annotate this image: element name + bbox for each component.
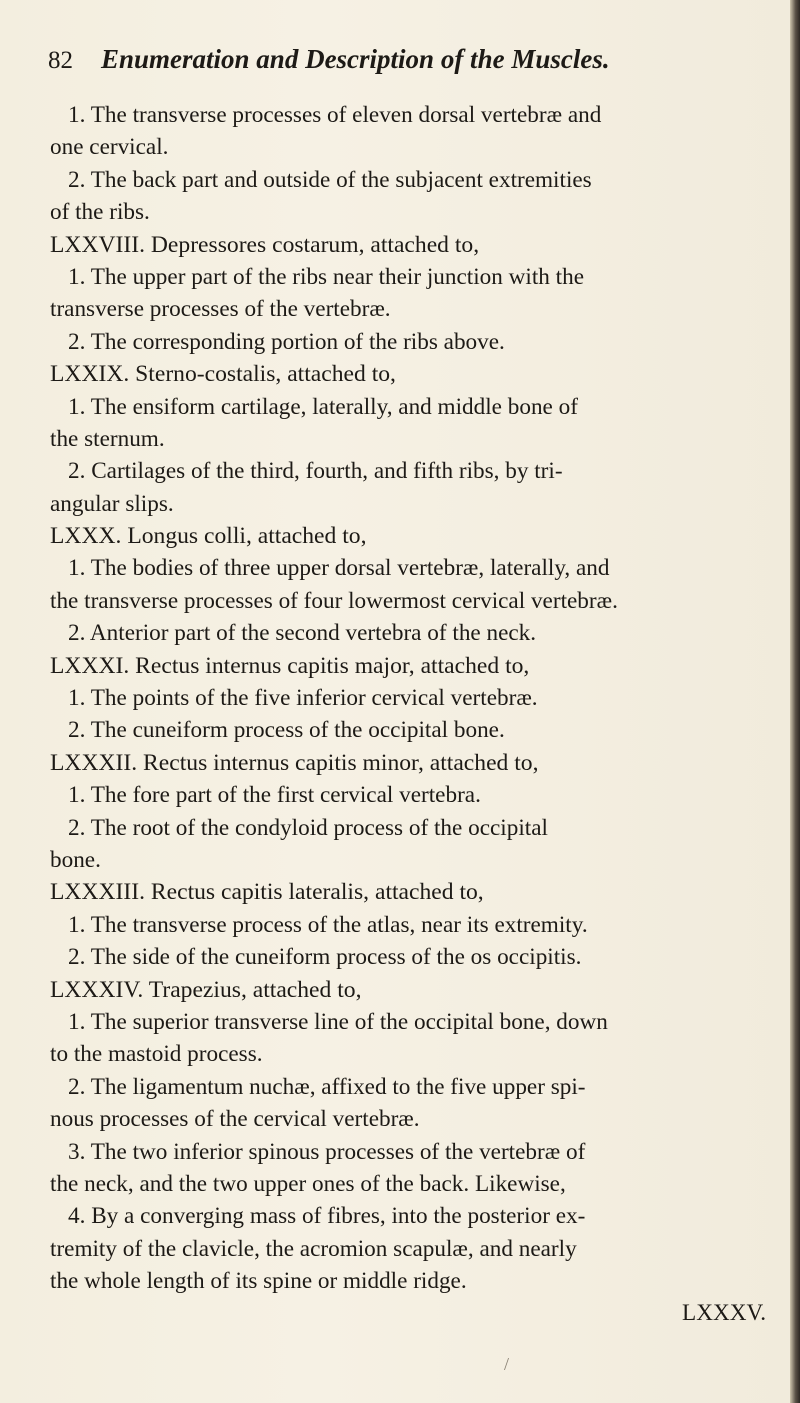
text-line: the whole length of its spine or middle ridge.	[50, 1268, 467, 1295]
section-heading: LXXIX. Sterno-costalis, attached to,	[50, 361, 396, 388]
text-line: angular slips.	[50, 490, 174, 517]
catchword: LXXXV.	[682, 1300, 766, 1327]
text-line: 1. The transverse processes of eleven dorsal vertebræ and	[68, 102, 602, 128]
text-line: 1. The fore part of the first cervical vertebra.	[68, 782, 481, 809]
body-text	[50, 99, 768, 1330]
text-line: transverse processes of the vertebræ.	[50, 296, 391, 323]
section-heading: LXXX. Longus colli, attached to,	[50, 523, 367, 550]
stray-mark: /	[504, 1354, 510, 1374]
text-line: to the mastoid process.	[50, 1041, 263, 1068]
text-line: 2. The corresponding portion of the ribs above.	[68, 328, 505, 355]
page-number: 82	[48, 47, 73, 74]
text-line: nous processes of the cervical vertebræ.	[50, 1106, 420, 1133]
text-line: the sternum.	[50, 425, 165, 452]
section-heading: LXXXII. Rectus internus capitis minor, attached to,	[50, 749, 539, 776]
text-line: 2. The root of the condyloid process of the occipital	[68, 814, 548, 841]
page-header	[48, 44, 728, 76]
text-line: 2. The back part and outside of the subjacent extremities	[68, 166, 592, 193]
text-line: the neck, and the two upper ones of the back. Likewise,	[50, 1170, 566, 1197]
text-line: 2. Anterior part of the second vertebra of the neck.	[68, 620, 537, 647]
text-line: 1. The transverse process of the atlas, near its extremity.	[68, 911, 588, 938]
text-line: 2. The ligamentum nuchæ, affixed to the five upper spi-	[68, 1073, 586, 1100]
section-heading: LXXXI. Rectus internus capitis major, attached to,	[50, 652, 530, 679]
text-line: 3. The two inferior spinous processes of the vertebræ of	[68, 1138, 586, 1165]
text-line: tremity of the clavicle, the acromion scapulæ, and nearly	[50, 1235, 577, 1262]
text-line: 2. The cuneiform process of the occipital bone.	[68, 717, 505, 744]
text-line: 1. The points of the five inferior cervical vertebræ.	[68, 685, 538, 712]
section-heading: LXXXIII. Rectus capitis lateralis, attached to,	[50, 879, 484, 906]
text-line: 1. The upper part of the ribs near their junction with the	[68, 263, 584, 290]
text-line: of the ribs.	[50, 199, 150, 226]
text-line: 1. The bodies of three upper dorsal vertebræ, laterally, and	[68, 555, 610, 582]
section-heading: LXXVIII. Depressores costarum, attached to,	[50, 231, 480, 258]
text-line: one cervical.	[50, 134, 169, 161]
text-line: 2. Cartilages of the third, fourth, and fifth ribs, by tri-	[68, 458, 563, 485]
text-line: the transverse processes of four lowermost cervical vertebræ.	[50, 587, 618, 614]
text-line: 1. The ensiform cartilage, laterally, and middle bone of	[68, 393, 578, 420]
page-edge-shadow	[790, 0, 800, 1403]
text-line: bone.	[50, 846, 101, 873]
text-line: 4. By a converging mass of fibres, into the posterior ex-	[68, 1203, 586, 1230]
running-title: Enumeration and Description of the Muscles.	[101, 44, 610, 74]
text-line: 2. The side of the cuneiform process of the os occipitis.	[68, 944, 582, 971]
section-heading: LXXXIV. Trapezius, attached to,	[50, 976, 362, 1003]
text-line: 1. The superior transverse line of the occipital bone, down	[68, 1008, 608, 1035]
